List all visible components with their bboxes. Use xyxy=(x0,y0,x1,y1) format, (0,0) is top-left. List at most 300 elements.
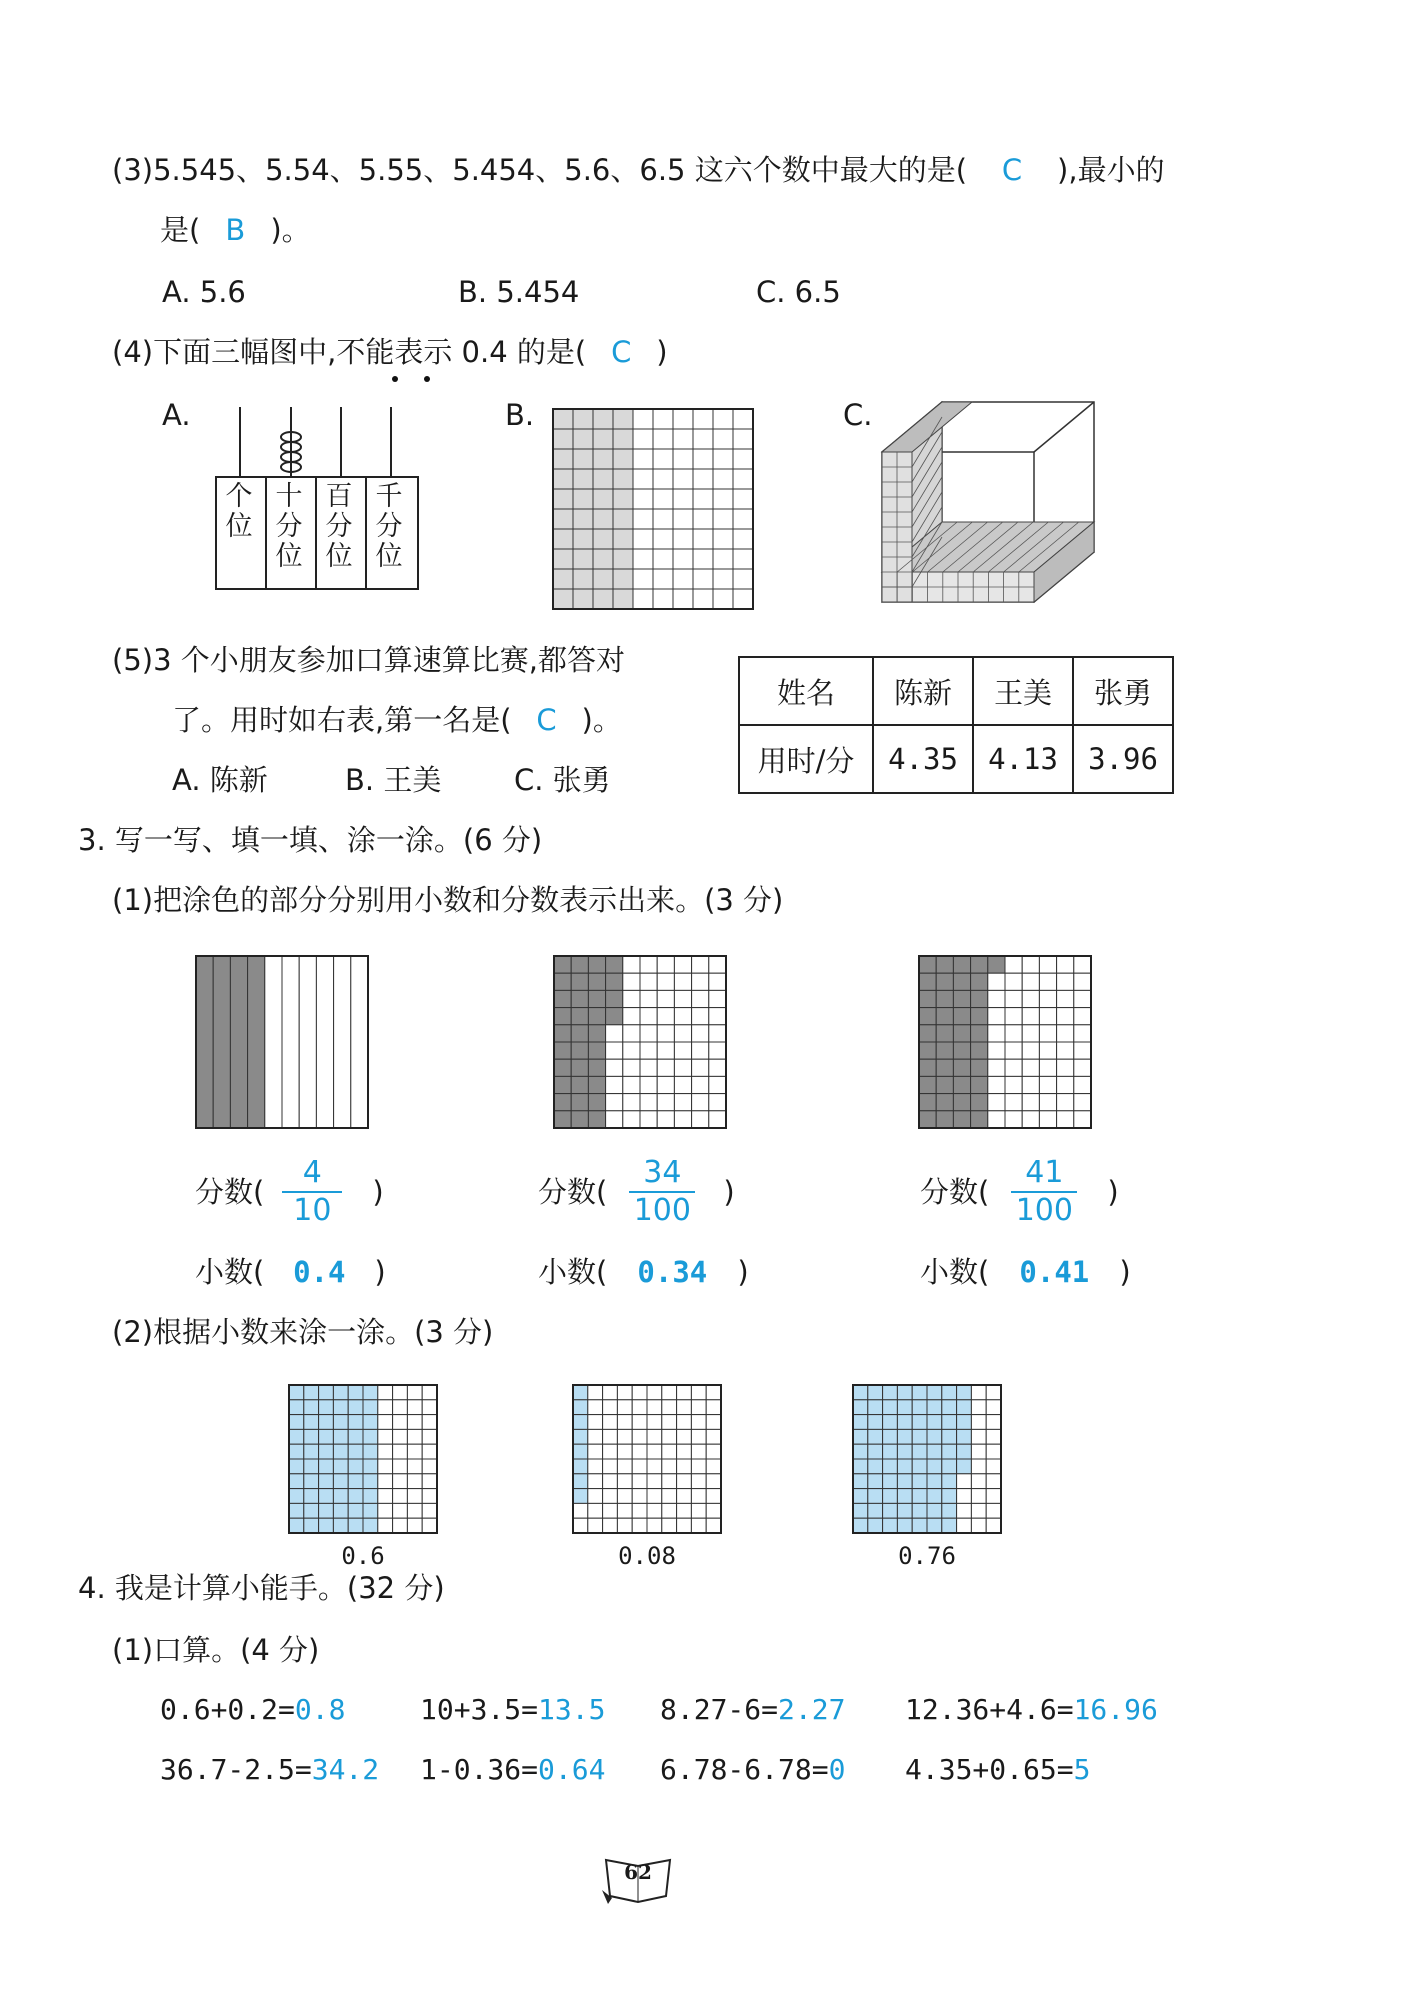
q2-4-close: ) xyxy=(656,335,668,369)
shaded-cell xyxy=(936,956,953,973)
grid-cell xyxy=(653,409,673,429)
table-cell: 姓名 xyxy=(739,657,873,725)
grid-cell xyxy=(1005,956,1022,973)
fraction-value xyxy=(282,1156,342,1228)
shaded-cell xyxy=(912,1400,927,1415)
shaded-cell xyxy=(919,1008,936,1025)
grid-cell xyxy=(632,1518,647,1533)
grid-cell xyxy=(1074,990,1091,1007)
shaded-cell xyxy=(919,990,936,1007)
shaded-cell xyxy=(571,1076,588,1093)
fraction-denominator: 100 xyxy=(633,1193,691,1228)
shaded-cell xyxy=(553,489,573,509)
fraction-answer-2 xyxy=(538,1152,735,1232)
strip xyxy=(351,956,368,1128)
grid-cell xyxy=(632,1400,647,1415)
calc-item xyxy=(905,1750,1090,1790)
grid-cell xyxy=(617,1400,632,1415)
shaded-cell xyxy=(897,1429,912,1444)
grid-cell xyxy=(733,589,753,609)
shaded-cell xyxy=(912,1415,927,1430)
grid-cell xyxy=(393,1400,408,1415)
shaded-cell xyxy=(912,1385,927,1400)
table-cell: 3.96 xyxy=(1073,725,1173,793)
table-cell: 王美 xyxy=(973,657,1073,725)
grid-cell xyxy=(662,1518,677,1533)
grid-cell xyxy=(709,956,726,973)
grid-cell xyxy=(1022,1025,1039,1042)
grid-cell xyxy=(1057,990,1074,1007)
grid-cell xyxy=(1039,973,1056,990)
shaded-cell xyxy=(942,1415,957,1430)
grid-cell xyxy=(986,1429,1001,1444)
grid-cell xyxy=(1039,1111,1056,1128)
shaded-cell xyxy=(919,1111,936,1128)
shaded-cell xyxy=(573,1429,588,1444)
grid-cell xyxy=(633,569,653,589)
grid-cell xyxy=(393,1385,408,1400)
grid-cell xyxy=(378,1444,393,1459)
grid-cell xyxy=(1039,1008,1056,1025)
grid-cell xyxy=(673,509,693,529)
shaded-cell xyxy=(613,469,633,489)
shaded-cell xyxy=(853,1444,868,1459)
grid-cell xyxy=(606,1042,623,1059)
shaded-cell xyxy=(573,1444,588,1459)
grid-cell xyxy=(988,973,1005,990)
decimal-value: 0.4 xyxy=(293,1255,346,1289)
shaded-cell xyxy=(553,569,573,589)
fraction-value xyxy=(629,1156,695,1228)
strip xyxy=(282,956,299,1128)
shaded-cell xyxy=(588,990,605,1007)
grid-cell xyxy=(393,1415,408,1430)
grid-cell xyxy=(674,973,691,990)
grid-cell xyxy=(393,1429,408,1444)
grid-cell xyxy=(1039,990,1056,1007)
shaded-cell xyxy=(971,1042,988,1059)
shaded-cell xyxy=(571,1008,588,1025)
grid-cell xyxy=(623,1008,640,1025)
grid-cell xyxy=(378,1415,393,1430)
grid-cell xyxy=(422,1444,437,1459)
calc-row-2 xyxy=(160,1750,1090,1790)
grid-cell xyxy=(673,469,693,489)
shaded-cell xyxy=(853,1429,868,1444)
shaded-cell xyxy=(927,1459,942,1474)
grid-cell xyxy=(588,1385,603,1400)
grid-cell xyxy=(706,1415,721,1430)
q2-3-line1 xyxy=(112,150,1165,190)
q2-3-mid: ),最小的 xyxy=(1057,153,1165,187)
grid-cell xyxy=(422,1415,437,1430)
shaded-cell xyxy=(868,1444,883,1459)
shaded-cell xyxy=(348,1400,363,1415)
grid-cell xyxy=(1022,1076,1039,1093)
shaded-strip xyxy=(213,956,230,1128)
grid-cell xyxy=(573,1518,588,1533)
shaded-cell xyxy=(853,1459,868,1474)
shaded-cell xyxy=(853,1400,868,1415)
shaded-cell xyxy=(883,1459,898,1474)
shaded-cell xyxy=(953,1076,970,1093)
grid-cell xyxy=(647,1518,662,1533)
grid-cell xyxy=(692,990,709,1007)
shaded-cell xyxy=(897,1518,912,1533)
shaded-cell xyxy=(942,1503,957,1518)
grid-cell xyxy=(1074,1042,1091,1059)
calc-answer: 34.2 xyxy=(311,1753,380,1786)
grid-cell xyxy=(713,409,733,429)
grid-cell xyxy=(588,1400,603,1415)
grid-cell xyxy=(407,1503,422,1518)
grid-cell xyxy=(691,1429,706,1444)
shaded-cell xyxy=(588,956,605,973)
grid-cell xyxy=(673,449,693,469)
shaded-cell xyxy=(363,1429,378,1444)
grid-cell xyxy=(617,1503,632,1518)
q3-title: 3. 写一写、填一填、涂一涂。(6 分) xyxy=(78,823,543,857)
table-cell: 用时/分 xyxy=(739,725,873,793)
shaded-cell xyxy=(897,1503,912,1518)
shaded-cell xyxy=(553,549,573,569)
grid-cell xyxy=(733,549,753,569)
grid-cell xyxy=(674,1094,691,1111)
shaded-cell xyxy=(289,1459,304,1474)
grid-cell xyxy=(709,1094,726,1111)
grid-cell xyxy=(588,1415,603,1430)
decimal-value: 0.41 xyxy=(1019,1255,1090,1289)
shaded-cell xyxy=(363,1400,378,1415)
grid-cell xyxy=(673,529,693,549)
grid-cell xyxy=(422,1459,437,1474)
grid-cell xyxy=(988,1025,1005,1042)
table-cell: 张勇 xyxy=(1073,657,1173,725)
grid-cell xyxy=(691,1444,706,1459)
shaded-cell xyxy=(588,973,605,990)
grid-cell xyxy=(674,956,691,973)
grid-cell xyxy=(1057,973,1074,990)
grid-cell xyxy=(1039,1042,1056,1059)
calc-item xyxy=(420,1750,660,1790)
shaded-cell xyxy=(588,1008,605,1025)
grid-cell xyxy=(674,1042,691,1059)
decimal-label: 小数( xyxy=(195,1255,265,1289)
grid-cell xyxy=(647,1385,662,1400)
grid-cell xyxy=(407,1429,422,1444)
grid-cell xyxy=(1022,1059,1039,1076)
calc-item xyxy=(660,1750,905,1790)
grid-cell xyxy=(617,1474,632,1489)
grid-cell xyxy=(1022,1042,1039,1059)
fraction-label: 分数( xyxy=(538,1175,608,1209)
q2-3-option-c: C. 6.5 xyxy=(756,275,841,309)
grid-cell xyxy=(617,1518,632,1533)
shaded-cell xyxy=(573,469,593,489)
shaded-cell xyxy=(363,1489,378,1504)
grid-cell xyxy=(709,1076,726,1093)
grid-cell xyxy=(407,1459,422,1474)
grid-cell xyxy=(657,1008,674,1025)
shaded-cell xyxy=(333,1415,348,1430)
grid-cell xyxy=(971,1518,986,1533)
grid-cell xyxy=(1022,1111,1039,1128)
fraction-answer-1 xyxy=(195,1152,384,1232)
calc-item xyxy=(420,1690,660,1730)
grid-cell xyxy=(623,973,640,990)
grid-cell xyxy=(606,1059,623,1076)
shaded-cell xyxy=(571,1042,588,1059)
grid-cell xyxy=(662,1459,677,1474)
grid-cell xyxy=(588,1459,603,1474)
shaded-cell xyxy=(942,1459,957,1474)
shaded-cell xyxy=(953,1111,970,1128)
grid-cell xyxy=(633,449,653,469)
grid-cell xyxy=(407,1385,422,1400)
paint-grid-0-08 xyxy=(572,1384,722,1534)
grid-cell xyxy=(1022,956,1039,973)
grid-cell xyxy=(632,1489,647,1504)
abacus-place-ones: 个位 xyxy=(225,481,253,542)
grid-cell xyxy=(691,1503,706,1518)
calc-row-1 xyxy=(160,1690,1158,1730)
grid-cell xyxy=(733,569,753,589)
decimal-value: 0.34 xyxy=(637,1255,708,1289)
grid-cell xyxy=(606,1025,623,1042)
grid-cell xyxy=(709,1111,726,1128)
shaded-cell xyxy=(912,1429,927,1444)
shaded-cell xyxy=(319,1415,334,1430)
q2-4-label-c: C. xyxy=(843,398,873,432)
q2-4-suffix: 表示 0.4 的是( xyxy=(394,335,587,369)
grid-cell xyxy=(1074,1076,1091,1093)
grid-cell xyxy=(378,1518,393,1533)
grid-cell xyxy=(677,1459,692,1474)
grid-cell xyxy=(691,1459,706,1474)
hundred-grid-b xyxy=(552,408,754,610)
shaded-cell xyxy=(554,956,571,973)
q2-5-option-a: A. 陈新 xyxy=(172,763,268,797)
shaded-cell xyxy=(573,489,593,509)
grid-cell xyxy=(709,1059,726,1076)
shaded-cell xyxy=(573,409,593,429)
grid-cell xyxy=(971,1459,986,1474)
abacus-place-hundredths: 百分位 xyxy=(325,481,353,572)
shaded-cell xyxy=(868,1474,883,1489)
shaded-cell xyxy=(348,1429,363,1444)
q2-5-line2-prefix: 了。用时如右表,第一名是( xyxy=(172,703,512,737)
grid-cell xyxy=(957,1503,972,1518)
grid-cell xyxy=(407,1444,422,1459)
shaded-cell xyxy=(573,529,593,549)
grid-cell xyxy=(1057,1111,1074,1128)
grid-cell xyxy=(677,1474,692,1489)
grid-cell xyxy=(653,509,673,529)
grid-cell xyxy=(378,1503,393,1518)
grid-cell xyxy=(657,990,674,1007)
calc-expr: 1-0.36= xyxy=(420,1753,539,1786)
decimal-close: ) xyxy=(737,1255,749,1289)
grid-cell xyxy=(693,409,713,429)
q2-4-prefix: (4)下面三幅图中, xyxy=(112,335,337,369)
shaded-cell xyxy=(957,1444,972,1459)
grid-cell xyxy=(1039,1094,1056,1111)
grid-cell xyxy=(422,1489,437,1504)
grid-cell xyxy=(673,409,693,429)
grid-cell xyxy=(692,1076,709,1093)
shaded-cell xyxy=(606,973,623,990)
grid-cell xyxy=(647,1474,662,1489)
shaded-cell xyxy=(936,1076,953,1093)
grid-cell xyxy=(1057,1076,1074,1093)
grid-cell xyxy=(988,1076,1005,1093)
grid-cell xyxy=(378,1489,393,1504)
shaded-cell xyxy=(333,1444,348,1459)
grid-cell xyxy=(713,549,733,569)
shaded-cell xyxy=(868,1518,883,1533)
grid-cell xyxy=(407,1489,422,1504)
shaded-cell xyxy=(593,469,613,489)
grid-cell xyxy=(633,509,653,529)
grid-cell xyxy=(640,990,657,1007)
decimal-answer-2 xyxy=(538,1252,749,1292)
shaded-cell xyxy=(868,1489,883,1504)
shaded-cell xyxy=(363,1503,378,1518)
shaded-cell xyxy=(571,1025,588,1042)
grid-cell xyxy=(603,1489,618,1504)
grid-cell xyxy=(588,1518,603,1533)
shaded-cell xyxy=(942,1385,957,1400)
grid-cell xyxy=(657,1094,674,1111)
shaded-cell xyxy=(319,1489,334,1504)
shaded-cell xyxy=(333,1459,348,1474)
grid-cell xyxy=(706,1474,721,1489)
shaded-cell xyxy=(912,1489,927,1504)
fraction-close: ) xyxy=(1107,1175,1119,1209)
grid-cell xyxy=(674,1076,691,1093)
calc-answer: 0 xyxy=(828,1753,846,1786)
grid-cell xyxy=(422,1474,437,1489)
q2-5-option-b: B. 王美 xyxy=(345,763,442,797)
grid-cell xyxy=(588,1474,603,1489)
q2-4-emphasis: 不能 xyxy=(336,335,395,369)
grid-cell xyxy=(422,1518,437,1533)
grid-cell xyxy=(647,1415,662,1430)
shaded-cell xyxy=(593,549,613,569)
shaded-cell xyxy=(957,1385,972,1400)
grid-cell xyxy=(1022,1008,1039,1025)
calc-answer: 16.96 xyxy=(1073,1693,1158,1726)
grid-cell xyxy=(633,549,653,569)
paint-grid-0-6 xyxy=(288,1384,438,1534)
grid-cell xyxy=(1057,1094,1074,1111)
grid-cell xyxy=(653,429,673,449)
fraction-close: ) xyxy=(372,1175,384,1209)
shaded-cell xyxy=(289,1444,304,1459)
grid-cell xyxy=(691,1474,706,1489)
shaded-cell xyxy=(333,1489,348,1504)
grid-cell xyxy=(1074,1059,1091,1076)
shaded-cell xyxy=(571,956,588,973)
shaded-cell xyxy=(927,1474,942,1489)
emphasis-dot xyxy=(424,376,430,382)
grid-cell xyxy=(693,469,713,489)
q2-5-option-c: C. 张勇 xyxy=(514,763,611,797)
grid-cell xyxy=(393,1503,408,1518)
shaded-cell xyxy=(319,1503,334,1518)
grid-cell xyxy=(603,1503,618,1518)
q3-sub2: (2)根据小数来涂一涂。(3 分) xyxy=(112,1315,494,1349)
paint-label-0-08: 0.08 xyxy=(618,1542,676,1570)
shaded-cell xyxy=(304,1489,319,1504)
grid-cell xyxy=(971,1385,986,1400)
grid-cell xyxy=(1039,956,1056,973)
shaded-cell xyxy=(868,1503,883,1518)
q2-3-line2-prefix: 是( xyxy=(160,213,201,247)
shaded-cell xyxy=(363,1385,378,1400)
calc-item xyxy=(160,1750,420,1790)
fraction-denominator: 100 xyxy=(1015,1193,1073,1228)
shaded-cell xyxy=(927,1503,942,1518)
decimal-label: 小数( xyxy=(538,1255,608,1289)
grid-cell xyxy=(623,1042,640,1059)
grid-cell xyxy=(1057,1042,1074,1059)
grid-cell xyxy=(674,1008,691,1025)
grid-cell xyxy=(986,1444,1001,1459)
grid-cell xyxy=(653,529,673,549)
calc-expr: 12.36+4.6= xyxy=(905,1693,1074,1726)
shaded-cell xyxy=(304,1474,319,1489)
shaded-cell xyxy=(971,1076,988,1093)
grid-cell xyxy=(588,1429,603,1444)
q2-4-line xyxy=(112,332,668,372)
grid-cell xyxy=(640,1025,657,1042)
calc-expr: 36.7-2.5= xyxy=(160,1753,312,1786)
grid-cell xyxy=(1022,973,1039,990)
grid-cell xyxy=(986,1474,1001,1489)
shaded-cell xyxy=(936,1008,953,1025)
fraction-denominator: 10 xyxy=(293,1193,332,1228)
shaded-cell xyxy=(289,1489,304,1504)
shaded-cell xyxy=(897,1474,912,1489)
shaded-cell xyxy=(588,1025,605,1042)
shaded-cell xyxy=(853,1474,868,1489)
fraction-label: 分数( xyxy=(195,1175,265,1209)
grid-cell xyxy=(673,569,693,589)
grid-cell xyxy=(706,1503,721,1518)
shaded-cell xyxy=(289,1518,304,1533)
grid-cell xyxy=(603,1429,618,1444)
shaded-cell xyxy=(912,1474,927,1489)
grid-cell xyxy=(693,489,713,509)
grid-cell xyxy=(706,1385,721,1400)
grid-cell xyxy=(633,529,653,549)
shaded-cell xyxy=(304,1385,319,1400)
calc-expr: 10+3.5= xyxy=(420,1693,539,1726)
shaded-cell xyxy=(953,1094,970,1111)
shaded-cell xyxy=(919,1059,936,1076)
strip xyxy=(265,956,282,1128)
shaded-cell xyxy=(289,1385,304,1400)
grid-cell xyxy=(632,1474,647,1489)
grid-cell xyxy=(653,589,673,609)
grid-cell xyxy=(1074,1094,1091,1111)
grid-cell xyxy=(407,1415,422,1430)
calc-expr: 0.6+0.2= xyxy=(160,1693,295,1726)
grid-cell xyxy=(709,1025,726,1042)
shaded-cell xyxy=(953,973,970,990)
grid-cell xyxy=(662,1385,677,1400)
